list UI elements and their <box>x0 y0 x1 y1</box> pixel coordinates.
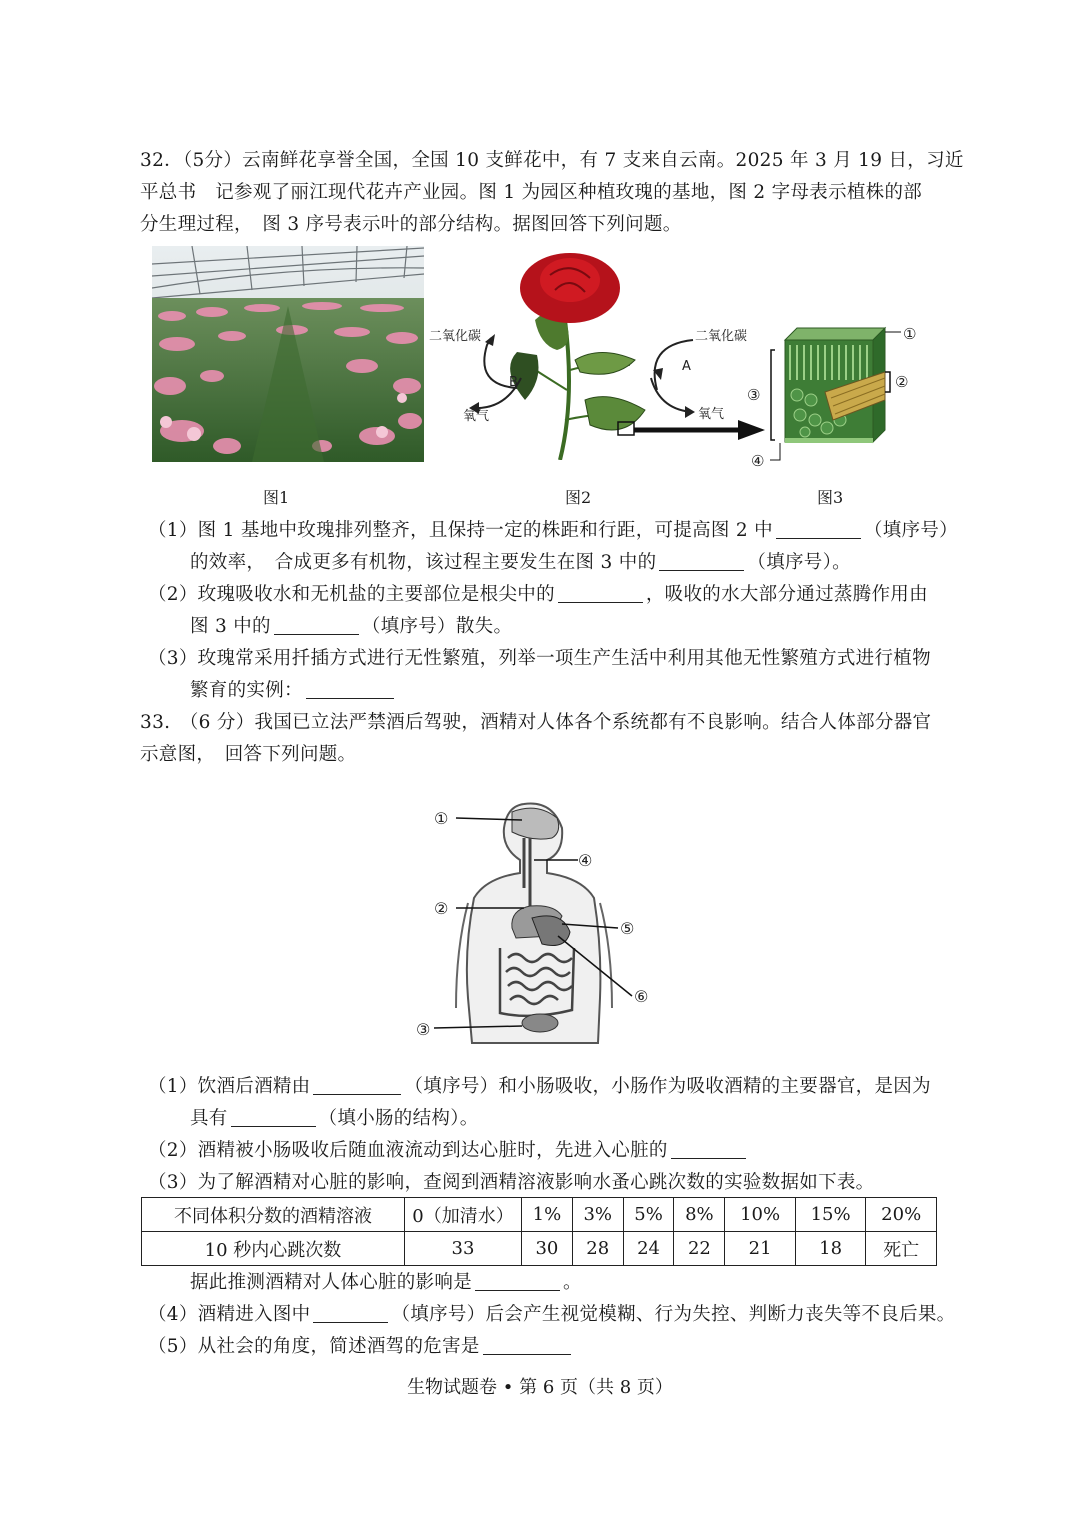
fig2-label-o2-left: 氧气 <box>463 409 490 424</box>
q32-sub2-line-1: （2）玫瑰吸收水和无机盐的主要部位是根尖中的 ，吸收的水大部分通过蒸腾作用由 <box>148 584 928 605</box>
q32-line-1: 32．（5分）云南鲜花享誉全国，全国 10 支鲜花中，有 7 支来自云南。2025 年 3 月 19 日，习近 <box>140 150 964 171</box>
organ-label-5: ⑤ <box>620 919 635 938</box>
fig2-caption: 图2 <box>565 488 592 507</box>
human-organs-diagram <box>412 798 662 1048</box>
fig3-label-4: ④ <box>751 452 765 470</box>
fig3-label-1: ① <box>903 325 917 343</box>
answer-blank[interactable] <box>313 1076 401 1095</box>
q33-sub2-line: （2）酒精被小肠吸收后随血液流动到达心脏时，先进入心脏的 <box>148 1140 749 1162</box>
fig2-label-co2-left: 二氧化碳 <box>429 329 482 344</box>
q32-sub1-line-1: （1）图 1 基地中玫瑰排列整齐，且保持一定的株距和行距，可提高图 2 中 （填序号） <box>148 520 958 541</box>
answer-blank[interactable] <box>306 680 394 699</box>
answer-blank[interactable] <box>671 1140 746 1159</box>
q32-line-3: 分生理过程， 图 3 序号表示叶的部分结构。据图回答下列问题。 <box>140 214 682 235</box>
fig3-label-3: ③ <box>747 386 761 404</box>
answer-blank[interactable] <box>231 1108 316 1127</box>
leaf-structure-diagram <box>745 320 930 475</box>
fig1-caption: 图1 <box>263 488 290 507</box>
fig3-caption: 图3 <box>817 488 844 507</box>
fig3-label-2: ② <box>895 373 909 391</box>
organ-label-6: ⑥ <box>634 987 649 1006</box>
q33-sub3-conclusion: 据此推测酒精对人体心脏的影响是 。 <box>190 1272 582 1293</box>
answer-blank[interactable] <box>776 520 861 539</box>
organ-label-1: ① <box>434 809 449 828</box>
q33-sub1-line-1: （1）饮酒后酒精由 （填序号）和小肠吸收，小肠作为吸收酒精的主要器官，是因为 <box>148 1076 931 1097</box>
rose-plant-diagram <box>425 250 770 460</box>
q33-sub1-line-2: 具有 （填小肠的结构）。 <box>190 1108 479 1129</box>
table-row: 不同体积分数的酒精溶液 0（加清水） 1% 3% 5% 8% 10% 15% 20% <box>142 1198 937 1232</box>
organ-label-4: ④ <box>578 851 593 870</box>
q33-sub3-line: （3）为了解酒精对心脏的影响，查阅到酒精溶液影响水蚤心跳次数的实验数据如下表。 <box>148 1172 875 1193</box>
heartbeat-data-table <box>141 1197 937 1266</box>
q33-line-2: 示意图， 回答下列问题。 <box>140 744 357 765</box>
answer-blank[interactable] <box>659 552 744 571</box>
fig2-label-b: B <box>509 375 518 390</box>
q32-sub3-line-1: （3）玫瑰常采用扦插方式进行无性繁殖，列举一项生产生活中利用其他无性繁殖方式进行植物 <box>148 648 931 669</box>
q32-sub3-line-2: 繁育的实例： <box>190 680 397 702</box>
q32-sub2-line-2: 图 3 中的 （填序号）散失。 <box>190 616 513 637</box>
organ-label-2: ② <box>434 899 449 918</box>
answer-blank[interactable] <box>274 616 359 635</box>
rose-greenhouse-photo <box>152 246 424 462</box>
q32-line-2: 平总书 记参观了丽江现代花卉产业园。图 1 为园区种植玫瑰的基地，图 2 字母表示植株的部 <box>140 182 923 203</box>
organ-label-3: ③ <box>416 1020 431 1039</box>
answer-blank[interactable] <box>483 1336 571 1355</box>
table-row: 10 秒内心跳次数 33 30 28 24 22 21 18 死亡 <box>142 1232 937 1266</box>
page-footer: 生物试题卷 • 第 6 页（共 8 页） <box>407 1377 673 1398</box>
answer-blank[interactable] <box>558 584 643 603</box>
q33-sub4-line: （4）酒精进入图中 （填序号）后会产生视觉模糊、行为失控、判断力丧失等不良后果。 <box>148 1304 956 1325</box>
q33-sub5-line: （5）从社会的角度，简述酒驾的危害是 <box>148 1336 574 1358</box>
answer-blank[interactable] <box>313 1304 388 1323</box>
q32-sub1-line-2: 的效率， 合成更多有机物，该过程主要发生在图 3 中的 （填序号）。 <box>190 552 851 573</box>
fig2-label-co2-right: 二氧化碳 <box>695 329 748 344</box>
answer-blank[interactable] <box>475 1272 560 1291</box>
fig2-label-o2-right: 氧气 <box>698 407 725 422</box>
q33-line-1: 33. （6 分）我国已立法严禁酒后驾驶，酒精对人体各个系统都有不良影响。结合人体部分器官 <box>140 712 932 733</box>
fig2-label-a: A <box>682 359 691 374</box>
